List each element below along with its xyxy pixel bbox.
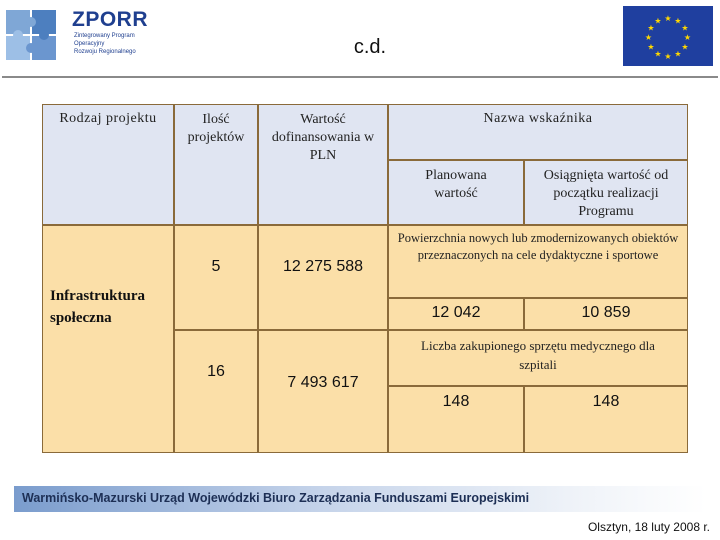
logo-subtitle-1: Zintegrowany Program [74,33,135,39]
header-ilosc-label: Ilość projektów [187,112,245,145]
header-nazwa-label: Nazwa wskaźnika [483,111,593,126]
logo-subtitle-3: Rozwoju Regionalnego [74,49,136,55]
footer-date: Olsztyn, 18 luty 2008 r. [587,520,710,534]
logo-subtitle-2: Operacyjny [74,41,105,47]
row2-planowana: 148 [442,393,470,410]
svg-text:★: ★ [681,23,689,33]
header-osiagnieta-label: Osiągnięta wartość od początku realizacji Programu [543,168,669,219]
svg-text:★: ★ [664,52,672,61]
svg-text:★: ★ [683,33,692,42]
svg-text:★: ★ [674,16,682,26]
svg-text:★: ★ [674,49,682,59]
row2-ilosc: 16 [207,363,225,380]
row1-osiagnieta: 10 859 [581,304,631,321]
svg-text:★: ★ [647,23,655,33]
row2-wartosc: 7 493 617 [287,374,359,391]
svg-text:★: ★ [654,16,662,26]
cell-ilosc-2 [174,330,258,453]
row1-wartosc: 12 275 588 [282,258,364,275]
row1-planowana: 12 042 [431,304,481,321]
page-title: c.d. [353,36,387,58]
header-rodzaj-label: Rodzaj projektu [59,111,157,126]
row1-ilosc: 5 [211,258,221,275]
svg-text:★: ★ [681,42,689,52]
logo-title: ZPORR [72,8,148,31]
row2-wskaznik: Liczba zakupionego sprzętu medycznego dla szpitali [421,338,655,372]
row1-wskaznik: Powierzchnia nowych lub zmodernizowanych obiektów przeznaczonych na cele dydaktyczne i sportowe [397,231,679,262]
footer-institution: Warmińsko-Mazurski Urząd Wojewódzki Biuro Zarządzania Funduszami Europejskimi [22,491,530,505]
header-wartosc-label: Wartość dofinansowania w PLN [271,112,375,163]
cell-wartosc-1 [258,225,388,330]
category-label: Infrastruktura społeczna [50,288,146,326]
svg-text:★: ★ [647,42,655,52]
svg-text:★: ★ [644,33,653,42]
header-planowana-label: Planowana wartość [425,168,487,201]
svg-text:★: ★ [654,49,662,59]
row2-osiagnieta: 148 [592,393,620,410]
cell-category [42,225,174,453]
svg-text:★: ★ [664,14,672,23]
cell-ilosc-1 [174,225,258,330]
